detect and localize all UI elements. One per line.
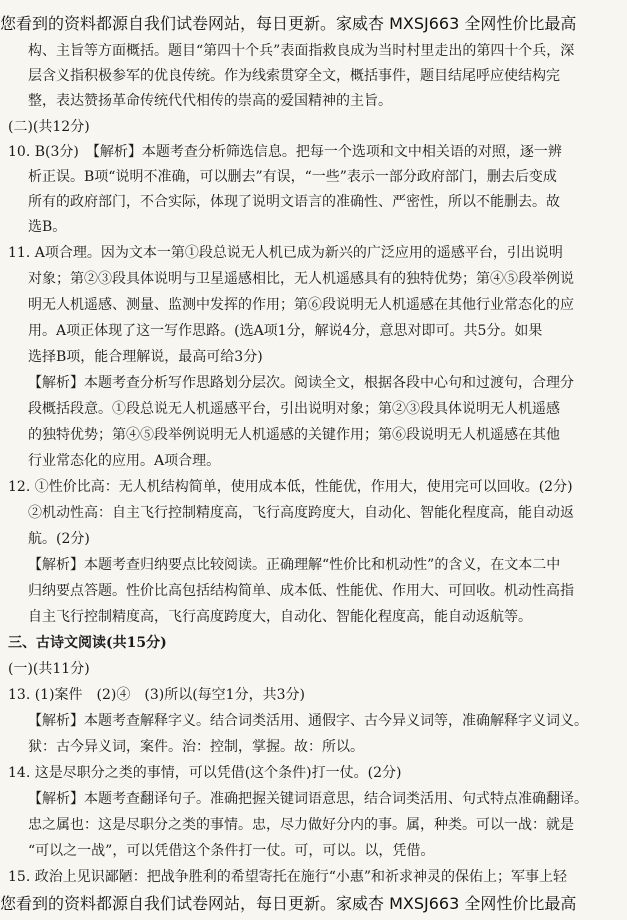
text-line: 整，表达赞扬革命传统代代相传的崇高的爱国精神的主旨。 xyxy=(28,93,392,109)
text-line: 航。(2分) xyxy=(28,531,90,547)
text-line: 10. B(3分) 【解析】本题考查分析筛选信息。把每一个选项和文中相关语的对照，逐一辨 xyxy=(8,144,562,160)
section-heading: (一)(共11分) xyxy=(8,661,90,677)
text-line: 对象；第②③段具体说明与卫星遥感相比，无人机遥感具有的独特优势；第④⑤段举例说 xyxy=(28,271,574,287)
text-line: 15. 政治上见识鄙陋：把战争胜利的希望寄托在施行“小惠”和祈求神灵的保佑上；军事上轻 xyxy=(8,869,568,885)
text-line: 段概括段意。①段总说无人机遥感平台，引出说明对象；第②③段具体说明无人机遥感 xyxy=(28,401,560,417)
text-line: 自主飞行控制精度高，飞行高度跨度大，自动化、智能化程度高，能自动返航等。 xyxy=(28,609,532,625)
text-line: “可以之一战”，可以凭借这个条件打一仗。可，可以。以，凭借。 xyxy=(28,843,435,859)
text-line: 选择B项，能合理解说，最高可给3分) xyxy=(28,349,263,365)
watermark-bottom: 您看到的资料都源自我们试卷网站，每日更新。家威杏 MXSJ663 全网性价比最高 xyxy=(0,894,577,913)
text-line: 层含义指积极参军的优良传统。作为线索贯穿全文，概括事件，题目结尾呼应使结构完 xyxy=(28,68,560,84)
text-line: 狱：古今异义词，案件。治：控制，掌握。故：所以。 xyxy=(28,739,364,755)
text-line: ②机动性高：自主飞行控制精度高，飞行高度跨度大，自动化、智能化程度高，能自动返 xyxy=(28,505,574,521)
text-line: 忠之属也：这是尽职分之类的事情。忠，尽力做好分内的事。属，种类。可以一战：就是 xyxy=(28,817,574,833)
section-heading: (二)(共12分) xyxy=(8,119,90,135)
text-line: 11. A项合理。因为文本一第①段总说无人机已成为新兴的广泛应用的遥感平台，引出说明 xyxy=(8,245,563,261)
text-line: 【解析】本题考查翻译句子。准确把握关键词语意思，结合词类活用、句式特点准确翻译。 xyxy=(28,791,588,807)
section-heading: 三、古诗文阅读(共15分) xyxy=(8,635,167,651)
watermark-top: 您看到的资料都源自我们试卷网站，每日更新。家威杏 MXSJ663 全网性价比最高 xyxy=(0,14,577,33)
text-line: 用。A项正体现了这一写作思路。(选A项1分，解说4分，意思对即可。共5分。如果 xyxy=(28,323,543,339)
text-line: 【解析】本题考查归纳要点比较阅读。正确理解“性价比和机动性”的含义，在文本二中 xyxy=(28,557,561,573)
text-line: 行业常态化的应用。A项合理。 xyxy=(28,453,221,469)
text-line: 选B。 xyxy=(28,219,67,235)
text-line: 构、主旨等方面概括。题目“第四十个兵”表面指救良成为当时村里走出的第四十个兵，深 xyxy=(28,43,575,59)
text-line: 【解析】本题考查解释字义。结合词类活用、通假字、古今异义词等，准确解释字义词义。 xyxy=(28,713,588,729)
text-line: 12. ①性价比高：无人机结构简单，使用成本低，性能优，作用大，使用完可以回收。(2分) xyxy=(8,479,573,495)
text-line: 的独特优势；第④⑤段举例说明无人机遥感的关键作用；第⑥段说明无人机遥感在其他 xyxy=(28,427,560,443)
text-line: 13. (1)案件 (2)④ (3)所以(每空1分，共3分) xyxy=(8,687,305,703)
text-line: 明无人机遥感、测量、监测中发挥的作用；第⑥段说明无人机遥感在其他行业常态化的应 xyxy=(28,297,574,313)
text-line: 14. 这是尽职分之类的事情，可以凭借(这个条件)打一仗。(2分) xyxy=(8,765,402,781)
text-line: 析正误。B项“说明不准确，可以删去”有误，“一些”表示一部分政府部门，删去后变成 xyxy=(28,169,557,185)
text-line: 【解析】本题考查分析写作思路划分层次。阅读全文，根据各段中心句和过渡句，合理分 xyxy=(28,375,574,391)
text-line: 归纳要点答题。性价比高包括结构简单、成本低、性能优、作用大、可回收。机动性高指 xyxy=(28,583,574,599)
text-line: 所有的政府部门，不合实际，体现了说明文语言的准确性、严密性，所以不能删去。故 xyxy=(28,194,560,210)
